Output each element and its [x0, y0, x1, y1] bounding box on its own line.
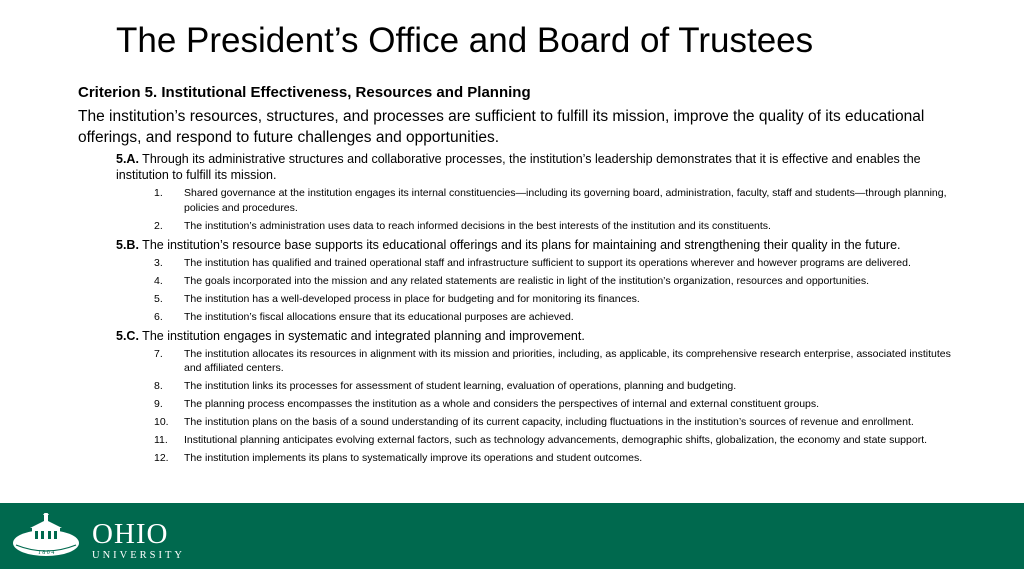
section-text: Through its administrative structures and collaborative processes, the institution’s leadership demonstrates that it is effective and enables the institution to fulfill its mission. [116, 152, 921, 182]
item-number: 12. [154, 452, 169, 464]
section-code: 5.B. [116, 237, 139, 252]
slide-content [78, 83, 968, 469]
list-item [154, 397, 968, 412]
seal-year: 1 8 0 4 [37, 550, 55, 556]
list-item [154, 451, 968, 466]
criterion-intro: The institution’s resources, structures, and processes are sufficient to fulfill its mission, improve the quality of its educational offerings, and respond to future challenges and opportunities. [78, 108, 925, 146]
item-text: The institution implements its plans to systematically improve its operations and student outcomes. [184, 452, 643, 464]
item-text: Institutional planning anticipates evolving external factors, such as technology advancements, demographic shifts, globalization, the economy and state support. [184, 434, 928, 446]
list-item [154, 219, 968, 234]
list-item [154, 415, 968, 430]
slide-title: The President’s Office and Board of Trustees [116, 21, 814, 60]
item-text: The institution has qualified and trained operational staff and infrastructure sufficient to support its operations wherever and however programs are delivered. [184, 256, 911, 269]
item-number: 5. [154, 292, 163, 305]
list-item [154, 186, 968, 215]
wordmark-ohio: OHIO [92, 518, 169, 550]
item-text: The institution allocates its resources in alignment with its mission and priorities, including, as applicable, its comprehensive research enterprise, associated institutes and affiliated centers. [184, 347, 951, 374]
wordmark-university: UNIVERSITY [92, 550, 185, 561]
university-seal-icon [10, 513, 82, 559]
item-number: 1. [154, 187, 163, 199]
item-number: 10. [154, 416, 169, 428]
section-text: The institution’s resource base supports its educational offerings and its plans for maintaining and strengthening their quality in the future. [138, 237, 901, 252]
item-number: 9. [154, 398, 163, 410]
item-text: The institution links its processes for assessment of student learning, evaluation of operations, planning and budgeting. [184, 380, 737, 392]
section-5a [116, 151, 968, 183]
section-code: 5.C. [116, 328, 139, 343]
item-text: The institution has a well-developed process in place for budgeting and for monitoring its finances. [184, 292, 640, 305]
item-number: 3. [154, 256, 163, 269]
university-wordmark [92, 519, 185, 563]
section-text: The institution engages in systematic and integrated planning and improvement. [138, 328, 585, 343]
item-text: Shared governance at the institution engages its internal constituencies—including its governing board, administration, faculty, staff and students—through planning, policies and procedures. [184, 187, 947, 214]
section-5b [116, 237, 968, 253]
list-item [154, 379, 968, 394]
item-number: 8. [154, 380, 163, 392]
item-text: The planning process encompasses the institution as a whole and considers the perspectives of internal and external constituent groups. [184, 398, 820, 410]
list-item [154, 256, 968, 271]
list-item [154, 274, 968, 289]
item-number: 6. [154, 310, 163, 323]
list-item [154, 310, 968, 325]
criterion-heading: Criterion 5. Institutional Effectiveness, Resources and Planning [78, 84, 531, 101]
item-text: The institution plans on the basis of a sound understanding of its current capacity, including fluctuations in the institution’s sources of revenue and enrollment. [184, 416, 914, 428]
list-item [154, 292, 968, 307]
item-text: The institution’s fiscal allocations ensure that its educational purposes are achieved. [184, 310, 574, 323]
section-code: 5.A. [116, 152, 139, 166]
item-number: 11. [154, 434, 168, 446]
item-text: The goals incorporated into the mission and any related statements are realistic in light of the institution’s organization, resources and opportunities. [184, 274, 870, 287]
item-text: The institution’s administration uses data to reach informed decisions in the best interests of the institution and its constituents. [184, 219, 771, 232]
item-number: 2. [154, 219, 163, 232]
footer-band [0, 503, 1024, 569]
item-number: 7. [154, 347, 163, 360]
list-item [154, 433, 968, 448]
section-5c [116, 328, 968, 344]
list-item [154, 347, 968, 376]
item-number: 4. [154, 274, 163, 287]
